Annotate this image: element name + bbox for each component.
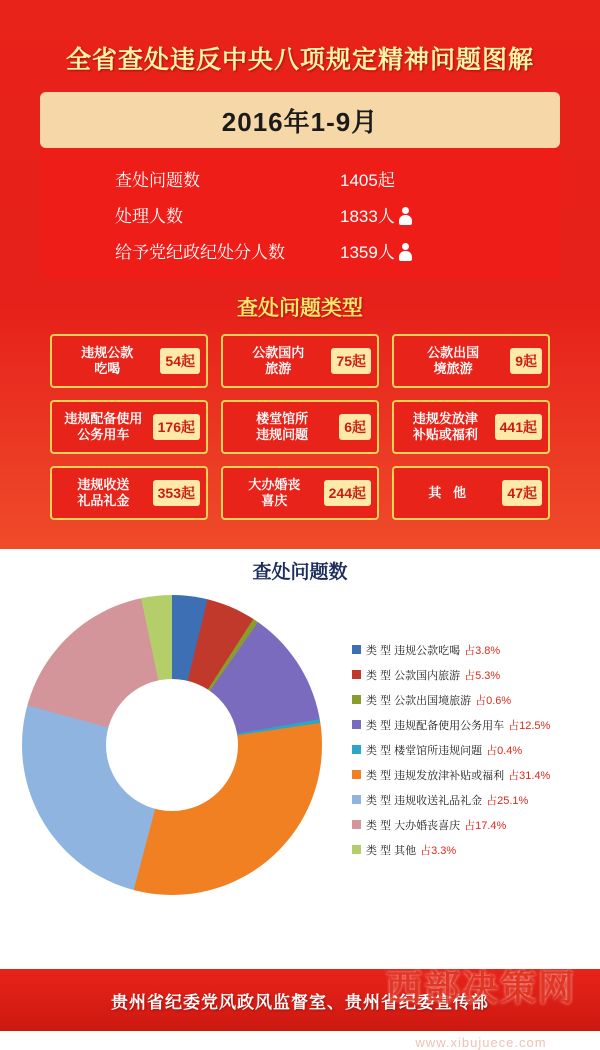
legend-percent: 占3.8% bbox=[464, 644, 501, 657]
summary-value bbox=[340, 238, 490, 263]
problem-type-name: 违规公款 吃喝 bbox=[81, 345, 134, 376]
watermark-main: 西部决策网 bbox=[385, 967, 576, 1009]
summary-label: 给予党纪政纪处分人数 bbox=[115, 242, 285, 262]
legend-label: 类 型 公款国内旅游 bbox=[366, 669, 461, 682]
summary-label: 处理人数 bbox=[115, 206, 183, 226]
problem-type-cell bbox=[50, 334, 208, 388]
legend-percent: 占0.4% bbox=[486, 744, 523, 757]
problem-type-cell bbox=[50, 466, 208, 520]
problem-type-value: 54起 bbox=[160, 348, 200, 374]
person-icon bbox=[398, 243, 412, 261]
problem-type-value: 6起 bbox=[339, 414, 371, 440]
problem-type-name: 违规收送 礼品礼金 bbox=[77, 477, 130, 508]
legend-item bbox=[352, 687, 596, 712]
summary-value-text: 1359人 bbox=[340, 242, 395, 262]
person-icon bbox=[398, 207, 412, 225]
watermark-sub: www.xibujuece.com bbox=[415, 1035, 547, 1050]
legend-label: 类 型 违规收送礼品礼金 bbox=[366, 794, 483, 807]
problem-type-cell bbox=[221, 466, 379, 520]
legend-percent: 占5.3% bbox=[464, 669, 501, 682]
chart-legend bbox=[352, 637, 596, 862]
footer-bar bbox=[0, 969, 600, 1031]
legend-item bbox=[352, 737, 596, 762]
legend-item bbox=[352, 712, 596, 737]
legend-item bbox=[352, 637, 596, 662]
legend-swatch-icon bbox=[352, 645, 361, 654]
legend-swatch-icon bbox=[352, 745, 361, 754]
problem-type-cell bbox=[221, 400, 379, 454]
legend-percent: 占0.6% bbox=[475, 694, 512, 707]
legend-item bbox=[352, 837, 596, 862]
problem-type-value: 9起 bbox=[510, 348, 542, 374]
summary-value-text: 1833人 bbox=[340, 206, 395, 226]
problem-type-value: 353起 bbox=[153, 480, 200, 506]
chart-section bbox=[0, 549, 600, 969]
problem-type-name: 违规发放津 补贴或福利 bbox=[412, 411, 478, 442]
legend-swatch-icon bbox=[352, 770, 361, 779]
problem-type-name: 违规配备使用 公务用车 bbox=[64, 411, 143, 442]
problem-type-value: 75起 bbox=[331, 348, 371, 374]
section-heading-types: 查处问题类型 bbox=[237, 297, 363, 320]
problem-type-value: 176起 bbox=[153, 414, 200, 440]
legend-label: 类 型 违规发放津补贴或福利 bbox=[366, 769, 505, 782]
legend-label: 类 型 违规公款吃喝 bbox=[366, 644, 461, 657]
legend-swatch-icon bbox=[352, 820, 361, 829]
problem-type-value: 244起 bbox=[324, 480, 371, 506]
summary-value bbox=[340, 202, 490, 227]
problem-type-name: 楼堂馆所 违规问题 bbox=[256, 411, 309, 442]
problem-type-cell bbox=[50, 400, 208, 454]
problem-type-cell bbox=[392, 400, 550, 454]
legend-label: 类 型 公款出国境旅游 bbox=[366, 694, 472, 707]
legend-swatch-icon bbox=[352, 695, 361, 704]
legend-percent: 占12.5% bbox=[508, 719, 551, 732]
problem-type-name: 其 他 bbox=[428, 485, 471, 500]
summary-value: 1405起 bbox=[340, 170, 395, 190]
legend-swatch-icon bbox=[352, 795, 361, 804]
legend-label: 类 型 楼堂馆所违规问题 bbox=[366, 744, 483, 757]
problem-type-value: 47起 bbox=[502, 480, 542, 506]
legend-item bbox=[352, 762, 596, 787]
problem-type-value: 441起 bbox=[495, 414, 542, 440]
problem-type-cell bbox=[221, 334, 379, 388]
legend-percent: 占3.3% bbox=[420, 844, 457, 857]
legend-label: 类 型 违规配备使用公务用车 bbox=[366, 719, 505, 732]
date-range-box bbox=[40, 92, 560, 148]
legend-swatch-icon bbox=[352, 670, 361, 679]
problem-type-cell bbox=[392, 334, 550, 388]
problem-type-name: 大办婚丧 喜庆 bbox=[248, 477, 301, 508]
problem-type-name: 公款国内 旅游 bbox=[252, 345, 305, 376]
problem-type-cell bbox=[392, 466, 550, 520]
legend-item bbox=[352, 812, 596, 837]
summary-row bbox=[40, 196, 560, 232]
summary-label: 查处问题数 bbox=[115, 170, 200, 190]
legend-swatch-icon bbox=[352, 720, 361, 729]
donut-chart bbox=[22, 595, 322, 895]
legend-percent: 占31.4% bbox=[508, 769, 551, 782]
problem-type-name: 公款出国 境旅游 bbox=[427, 345, 480, 376]
legend-percent: 占25.1% bbox=[486, 794, 529, 807]
page-title: 全省查处违反中央八项规定精神问题图解 bbox=[65, 46, 534, 74]
date-range-label: 2016年1-9月 bbox=[221, 106, 379, 137]
legend-item bbox=[352, 662, 596, 687]
summary-row bbox=[40, 232, 560, 268]
problem-type-grid bbox=[50, 334, 550, 520]
legend-label: 类 型 其他 bbox=[366, 844, 417, 857]
footer-text: 贵州省纪委党风政风监督室、贵州省纪委宣传部 bbox=[111, 992, 489, 1012]
donut-chart-wrapper bbox=[22, 595, 342, 915]
legend-label: 类 型 大办婚丧喜庆 bbox=[366, 819, 461, 832]
legend-item bbox=[352, 787, 596, 812]
summary-box bbox=[40, 148, 560, 278]
legend-percent: 占17.4% bbox=[464, 819, 507, 832]
summary-row bbox=[40, 160, 560, 196]
chart-title: 查处问题数 bbox=[252, 562, 348, 583]
legend-swatch-icon bbox=[352, 845, 361, 854]
